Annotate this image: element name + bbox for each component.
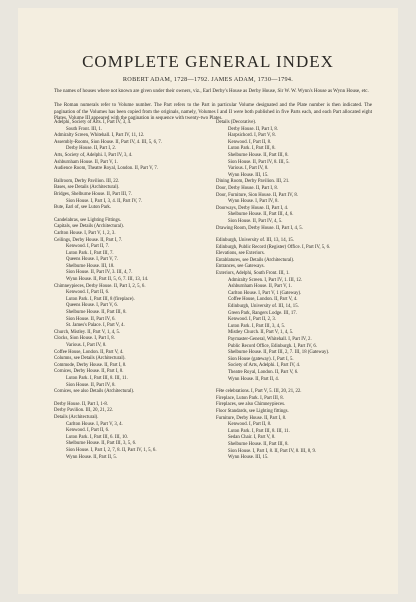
index-subentry: Queens House. I, Part V, 7. xyxy=(66,257,118,263)
index-subentry: Green Park, Rangers Lodge. III, 17. xyxy=(228,310,297,316)
index-subentry: Shelburne House. II, Part III, 2, 7. III, 18 (Gateway). xyxy=(228,350,330,356)
index-subentry: Sion House. II, Part IV, 8. III, 5. xyxy=(228,159,290,165)
index-entry: Church, Mistley. II, Part V, 1, 4, 5. xyxy=(54,329,121,335)
index-entry: Clocks, Sion House. I, Part I, 8. xyxy=(54,336,115,342)
index-entry: Fireplaces, see also Chimneypieces. xyxy=(216,402,286,408)
index-subentry: Society of Arts, Adelphi. I, Part IV, 4. xyxy=(228,363,301,369)
index-entry: Edinburgh, Public Record (Register) Office. I, Part IV, 5, 6. xyxy=(216,244,331,250)
index-subentry: Shelburne House. II, Part III, 8. xyxy=(228,441,289,447)
index-subentry: Paymaster-General, Whitehall. I, Part IV, 2. xyxy=(228,337,312,342)
index-entry: Ballroom, Derby Pavilion. III, 22. xyxy=(54,178,120,184)
index-subentry: Luton Park. I, Part III, 8. III, 11. xyxy=(228,428,290,434)
index-subentry: Sion House. II, Part IV, 4, 5. xyxy=(228,218,283,224)
index-subentry: Sedan Chair. I, Part V, 8. xyxy=(228,435,276,441)
index-subentry: Shelburne House. II, Part III, 8. xyxy=(66,310,127,316)
index-subentry: Shelburne House. II, Part III, 4, 6. xyxy=(228,212,294,218)
index-subentry: Kenwood. I, Part II, 2, 3. xyxy=(228,317,276,323)
index-subentry: Luton Park. I, Part III, 7. xyxy=(66,250,114,256)
index-subentry: Wynn House. III, 15. xyxy=(228,172,269,178)
index-subentry: Carlton House. I, Part V, 3, 4. xyxy=(66,421,123,427)
index-entry: Adelphi, Society of Arts. I, Part IV, 3, 4. xyxy=(54,120,132,125)
index-entry: Capitals, see Details (Architectural). xyxy=(54,224,124,230)
index-subentry: Sion House (gateway). I, Part I, 5. xyxy=(228,356,294,362)
index-entry: Derby Pavilion. III, 20, 21, 22. xyxy=(54,408,114,414)
index-entry: Ashburnham House. II, Part V, 1. xyxy=(54,159,118,165)
index-subentry: Sion House. I, Part I, 8. II, Part IV, 8. III, 8, 9. xyxy=(228,448,317,454)
index-entry: Audience Room, Theatre Royal, London. II, Part V, 7. xyxy=(54,166,158,172)
authors-line: ROBERT ADAM, 1728—1792. JAMES ADAM, 1730—1794. xyxy=(122,76,294,83)
index-subentry: Wynn House. III, 15. xyxy=(228,455,269,461)
index-entry: Carlton House. I, Part V, 1, 2, 3. xyxy=(54,230,116,236)
index-entry: Floor Standards, see Lighting fittings. xyxy=(216,408,289,414)
index-subentry: Sion House. II, Part IV, 8. xyxy=(66,382,116,388)
index-entry: Details (Architectural). xyxy=(54,414,99,420)
index-subentry: Wynn House. II, Part II, 5, 6, 7. III, 13, 14. xyxy=(66,277,149,283)
index-entry: Dining Room, Derby Pavilion. III, 21. xyxy=(216,179,290,185)
index-entry: Doorways, Derby House. II, Part I, 4. xyxy=(216,205,289,211)
index-subentry: Queens House. I, Part V, 6. xyxy=(66,303,118,309)
index-subentry: Shelburne House. II, Part III, 8. xyxy=(228,152,289,158)
index-subentry: St. James's Palace. I, Part V, 4. xyxy=(66,323,125,329)
index-subentry: Kenwood. I, Part II, 6. xyxy=(66,428,110,434)
index-subentry: Wynn House. I, Part IV, 8. xyxy=(228,199,279,205)
index-subentry: Theatre Royal, London. II, Part V, 6. xyxy=(228,369,299,375)
index-entry: Fête celebrations. I, Part V, 5. III, 20, 21, 22. xyxy=(216,389,302,395)
index-subentry: Shelburne House. II, Part III, 3, 5, 6. xyxy=(66,441,137,447)
index-entry: Ceilings, Derby House. II, Part I, 7. xyxy=(54,237,123,243)
index-entry: Cornices, Derby House. II, Part I, 8. xyxy=(54,369,124,375)
index-subentry: Kenwood. I, Part II, 6. xyxy=(66,290,110,296)
index-subentry: Wynn House. II, Part II, 5. xyxy=(66,454,117,460)
index-subentry: Kenwood. I, Part II, 8. xyxy=(228,422,272,428)
index-entry: Door, Derby House. II, Part I, 8. xyxy=(216,185,279,191)
index-subentry: Harpsichord. I, Part V, 8. xyxy=(228,133,276,139)
index-subentry: Sion House. II, Part IV, 3. III, 4, 7. xyxy=(66,270,133,276)
index-subentry: Mistley Church. II, Part V, 1, 4, 5. xyxy=(228,330,294,336)
index-subentry: Public Record Office, Edinburgh. I, Part IV, 6. xyxy=(228,343,317,349)
index-subentry: Various. I, Part IV, 8. xyxy=(228,166,269,172)
index-subentry: Edinburgh, University of. III, 14, 15. xyxy=(228,304,299,310)
index-subentry: Kenwood. I, Part II, 7. xyxy=(66,244,110,250)
index-subentry: Luton Park. I, Part III, 8 (fireplace). xyxy=(66,296,135,302)
index-subentry: Luton Park. I, Part III, 8. III, 11. xyxy=(66,375,128,381)
page-title: COMPLETE GENERAL INDEX xyxy=(82,52,334,71)
index-entry: Coffee House, London. II, Part V, 4. xyxy=(54,349,124,355)
index-entry: Assembly-Rooms, Sion House. II, Part IV, 4. III, 5, 6, 7. xyxy=(54,139,162,145)
index-column-left xyxy=(54,120,204,461)
index-entry: Entablatures, see Details (Architectural). xyxy=(216,257,295,263)
index-subentry: Wynn House. II, Part II, 4. xyxy=(228,376,279,382)
index-entry: Bute, Earl of, see Luton Park. xyxy=(54,205,112,211)
index-entry: Chimneypieces, Derby House. II, Part I, 2, 5, 6. xyxy=(54,283,146,289)
index-entry: Columns, see Details (Architectural). xyxy=(54,356,126,362)
index-subentry: Sion House. I, Part I, 3, 4. II, Part IV, 7. xyxy=(66,198,143,204)
index-entry: Commode, Derby House. II, Part I, 8. xyxy=(54,362,127,368)
index-entry: Derby House. II, Part I, 1-8. xyxy=(54,401,108,407)
index-subentry: Kenwood. I, Part II, 8. xyxy=(228,139,272,145)
index-subentry: Shelburne House. III, 18. xyxy=(66,263,115,269)
index-page xyxy=(18,8,398,594)
index-entry: Bridges, Shelburne House. II, Part III, 7. xyxy=(54,191,132,197)
index-subentry: Sion House. II, Part IV, 6. xyxy=(66,316,116,322)
index-entry: Furniture, Derby House. II, Part I, 8. xyxy=(216,415,287,421)
index-entry: Details (Decorative). xyxy=(216,120,257,125)
index-subentry: Derby House. II, Part I, 2. xyxy=(66,146,116,152)
index-subentry: Admiralty Screen. I, Part IV, 1. III, 12. xyxy=(228,277,303,283)
index-subentry: Coffee House, London. II, Part V, 4. xyxy=(228,297,298,303)
index-entry: Candelabras, see Lighting Fittings. xyxy=(54,217,122,223)
index-subentry: Carlton House. I, Part V, 1 (Gateway). xyxy=(228,290,302,296)
index-subentry: Derby House. II, Part I, 8. xyxy=(228,126,278,132)
index-entry: Fireplace, Luton Park. I, Part III, 8. xyxy=(216,395,284,401)
index-entry: Elevations, see Exteriors. xyxy=(216,251,265,257)
index-entry: Entrances, see Gateways. xyxy=(216,264,265,270)
index-entry: Arts, Society of, Adelphi. I, Part IV, 3, 4. xyxy=(54,152,133,158)
intro-paragraph-2: The Roman numerals refer to Volume number. The Part refers to the Part in particular Volume designated and the Plate number is then indicated. The pagination of the Volumes has been copied from the originals, namely, Volumes I and II were both published in five Parts each, and each Part allocated eight Plates. Volume III appeared with the pagination in sequence with twenty-two Plates. xyxy=(54,103,372,122)
index-subentry: Various. I, Part IV, 8. xyxy=(66,343,107,348)
index-column-right xyxy=(216,120,366,462)
index-subentry: Luton Park. I, Part III, 8. xyxy=(228,146,276,152)
index-entry: Door, Furniture, Sion House. II, Part IV, 8. xyxy=(216,192,298,198)
index-entry: Exteriors, Adelphi, South Front. III, 1. xyxy=(216,271,290,277)
index-entry: Cornices, see also Details (Architectural). xyxy=(54,389,135,395)
index-subentry: South Front. III, 1. xyxy=(66,126,102,132)
intro-paragraph-1: The names of houses where not known are given under their owners, viz., Earl Derby's House as Derby House, Sir W. W. Wynn's House as Wynn House, etc. xyxy=(54,89,369,94)
index-entry: Bases, see Details (Architectural). xyxy=(54,185,120,191)
index-entry: Edinburgh, University of. III, 13, 14, 15. xyxy=(216,238,294,244)
index-subentry: Sion House. I, Part I, 2, 7, 8. II, Part IV, 1, 5, 6. xyxy=(66,447,157,453)
index-subentry: Ashburnham House. II, Part V, 1. xyxy=(228,284,292,290)
index-subentry: Luton Park. I, Part III, 3, 4, 5. xyxy=(228,323,286,329)
index-entry: Admiralty Screen, Whitehall. I, Part IV, 11, 12. xyxy=(54,133,145,139)
index-subentry: Luton Park. I, Part III, 6. III, 10. xyxy=(66,434,128,440)
index-entry: Drawing Room, Derby House. II, Part I, 4, 5. xyxy=(216,225,303,231)
